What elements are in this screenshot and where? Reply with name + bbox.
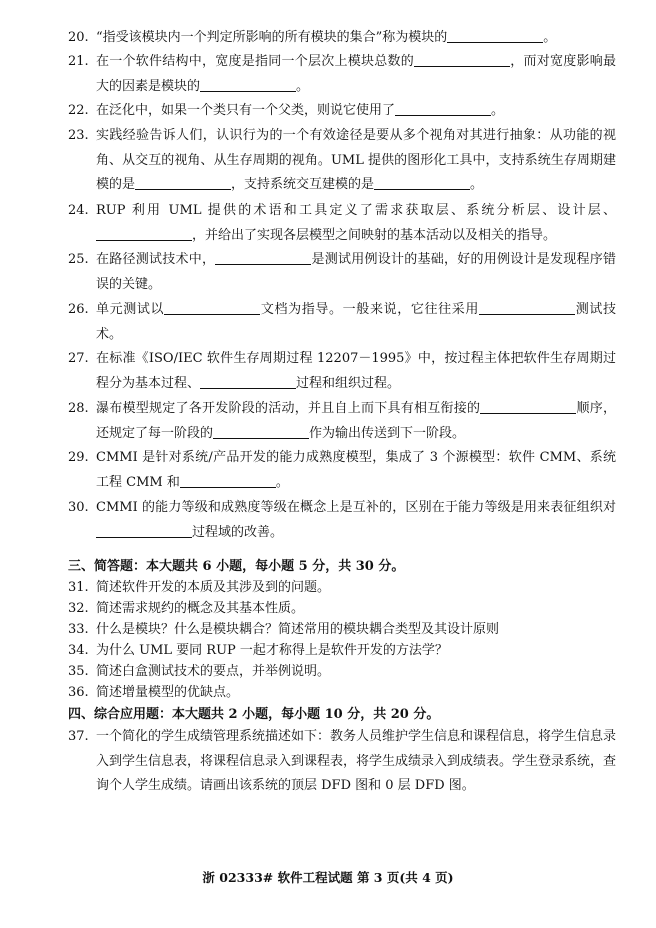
question-31	[68, 578, 616, 598]
question-number: 26.	[68, 302, 89, 317]
question-text: 什么是模块？什么是模块耦合？简述常用的模块耦合类型及其设计原则	[96, 622, 500, 637]
question-number: 36.	[68, 685, 89, 700]
answer-blank[interactable]	[215, 250, 311, 265]
question-21	[68, 50, 616, 99]
question-29	[68, 446, 616, 495]
question-text: 在一个软件结构中，宽度是指同一个层次上模块总数的	[96, 54, 414, 69]
question-number: 33.	[68, 622, 89, 637]
question-number: 37.	[68, 729, 89, 744]
question-35	[68, 662, 616, 682]
question-36	[68, 683, 616, 703]
question-24	[68, 199, 616, 248]
question-text: 文档为指导。一般来说，它往往采用	[260, 302, 480, 317]
question-text: 实践经验告诉人们，认识行为的一个有效途径是要从多个视角对其进行抽象：从功能的视角、从交互的视角、从生存周期的视角。UML 提供的图形化工具中，支持系统生存周期建模的是	[96, 128, 616, 192]
answer-blank[interactable]	[200, 77, 296, 92]
question-text: RUP 利用 UML 提供的术语和工具定义了需求获取层、系统分析层、设计层、	[96, 203, 616, 218]
answer-blank[interactable]	[96, 226, 192, 241]
question-text: 瀑布模型规定了各开发阶段的活动，并且自上而下具有相互衔接的	[96, 401, 481, 416]
question-text: 。	[543, 30, 557, 45]
answer-blank[interactable]	[479, 300, 575, 315]
question-number: 32.	[68, 601, 89, 616]
answer-blank[interactable]	[447, 28, 543, 43]
question-text: 在路径测试技术中，	[96, 252, 216, 267]
question-text: 。	[491, 103, 505, 118]
question-text: 简述白盒测试技术的要点，并举例说明。	[96, 664, 331, 679]
section-title-short-answer: 三、简答题：本大题共 6 小题，每小题 5 分，共 30 分。	[68, 559, 405, 574]
question-20	[68, 26, 616, 51]
answer-blank[interactable]	[374, 175, 470, 190]
question-text: ，支持系统交互建模的是	[231, 177, 375, 192]
answer-blank[interactable]	[414, 52, 510, 67]
question-text: CMMI 是针对系统/产品开发的能力成熟度模型，集成了 3 个源模型：软件 CMM、系统工程 CMM 和	[96, 450, 616, 490]
question-number: 31.	[68, 580, 89, 595]
section-title-application: 四、综合应用题：本大题共 2 小题，每小题 10 分，共 20 分。	[68, 707, 440, 722]
question-number: 27.	[68, 351, 89, 366]
question-text: 一个简化的学生成绩管理系统描述如下：教务人员维护学生信息和课程信息，将学生信息录入到学生信息表，将课程信息录入到课程表，将学生成绩录入到成绩表。学生登录系统，查询个人学生成绩。请画出该系统的顶层 DFD 图和 0 层 DFD 图。	[96, 729, 617, 793]
question-25	[68, 248, 616, 297]
question-text: 。	[275, 474, 289, 490]
question-37	[68, 725, 616, 799]
question-number: 22.	[68, 103, 89, 118]
question-text: 简述软件开发的本质及其涉及到的问题。	[96, 580, 331, 595]
question-text: CMMI 的能力等级和成熟度等级在概念上是互补的，区别在于能力等级是用来表征组织对	[96, 500, 616, 515]
question-text: 顺序，还规定了每一阶段的	[96, 401, 616, 441]
question-26	[68, 298, 616, 347]
answer-blank[interactable]	[135, 175, 231, 190]
question-text: 单元测试以	[96, 302, 165, 317]
question-30	[68, 496, 616, 545]
answer-blank[interactable]	[480, 399, 576, 414]
question-number: 25.	[68, 252, 89, 267]
question-number: 23.	[68, 128, 89, 143]
question-text: “指受该模块内一个判定所影响的所有模块的集合”称为模块的	[96, 30, 448, 45]
question-27	[68, 347, 616, 396]
question-text: 简述增量模型的优缺点。	[96, 685, 240, 700]
question-text: 测试技术。	[96, 302, 616, 342]
question-32	[68, 599, 616, 619]
question-text: 在标准《ISO/IEC 软件生存周期过程 12207－1995》中，按过程主体把软件生存周期过程分为基本过程、	[96, 351, 616, 391]
page-footer: 浙 02333# 软件工程试题 第 3 页(共 4 页)	[202, 870, 454, 885]
answer-blank[interactable]	[213, 424, 309, 439]
question-34	[68, 641, 616, 661]
question-text: 过程和组织过程。	[296, 375, 401, 391]
question-text: ，而对宽度影响最大的因素是模块的	[96, 54, 616, 94]
question-number: 35.	[68, 664, 89, 679]
question-22	[68, 99, 616, 124]
question-number: 30.	[68, 500, 89, 515]
question-number: 24.	[68, 203, 89, 218]
question-text: 。	[296, 78, 310, 94]
question-text: 。	[470, 177, 484, 192]
question-number: 29.	[68, 450, 89, 465]
answer-blank[interactable]	[180, 473, 276, 488]
question-text: 作为输出传送到下一阶段。	[309, 425, 466, 441]
answer-blank[interactable]	[164, 300, 260, 315]
question-number: 20.	[68, 30, 89, 45]
question-23	[68, 124, 616, 198]
question-28	[68, 397, 616, 446]
question-number: 28.	[68, 401, 89, 416]
question-text: ，并给出了实现各层模型之间映射的基本活动以及相关的指导。	[192, 227, 557, 243]
question-text: 为什么 UML 要同 RUP 一起才称得上是软件开发的方法学？	[96, 643, 448, 658]
question-number: 21.	[68, 54, 89, 69]
question-text: 简述需求规约的概念及其基本性质。	[96, 601, 305, 616]
question-number: 34.	[68, 643, 89, 658]
question-text: 在泛化中，如果一个类只有一个父类，则说它使用了	[96, 103, 396, 118]
answer-blank[interactable]	[96, 523, 192, 538]
question-33	[68, 620, 616, 640]
answer-blank[interactable]	[200, 374, 296, 389]
answer-blank[interactable]	[395, 101, 491, 116]
question-text: 过程域的改善。	[192, 524, 284, 540]
question-text: 是测试用例设计的基础，好的用例设计是发现程序错误的关键。	[96, 252, 616, 292]
